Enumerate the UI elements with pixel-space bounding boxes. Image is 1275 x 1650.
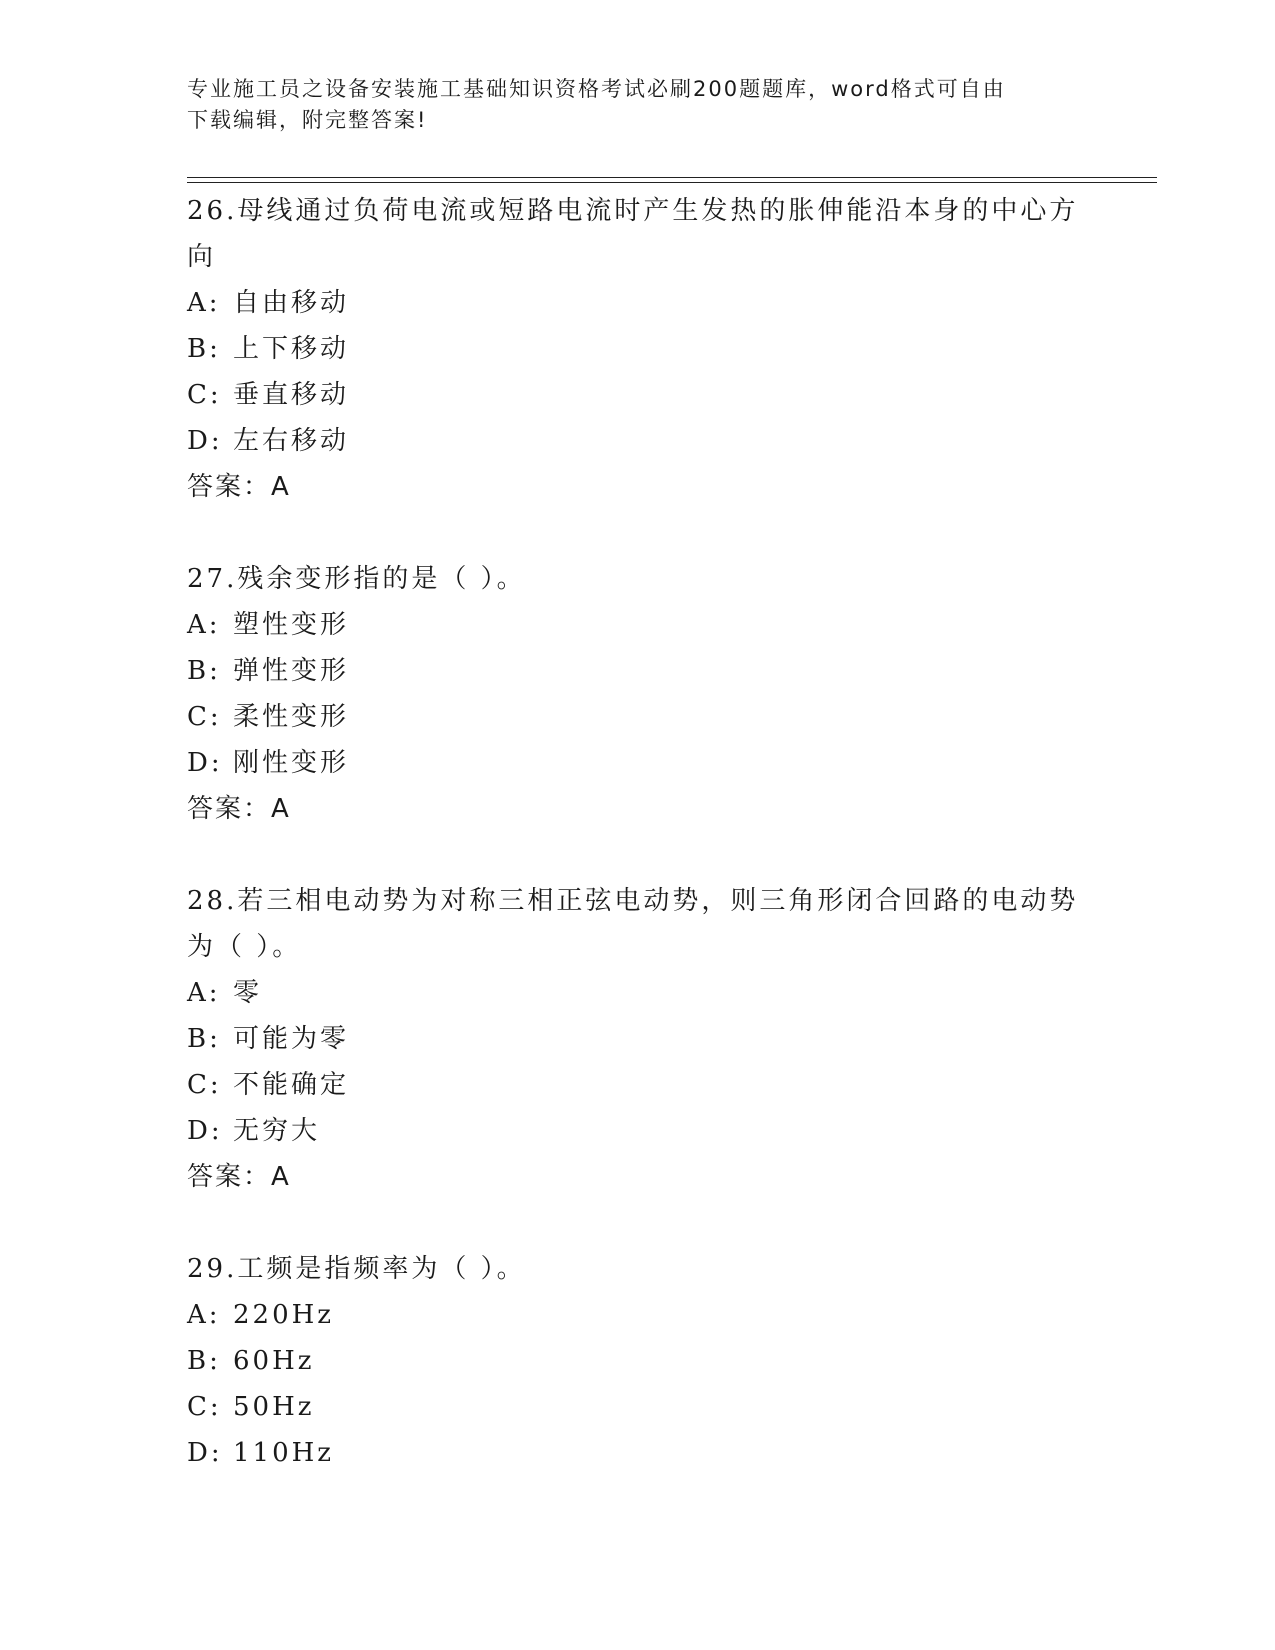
option-letter: B: [187, 656, 221, 686]
option-letter: B: [187, 1346, 221, 1376]
question-28 [187, 878, 1087, 1200]
question-26 [187, 188, 1087, 510]
option-text: 无穷大 [233, 1116, 321, 1146]
header-divider-bottom [187, 182, 1157, 183]
question-27 [187, 556, 1087, 832]
option-b [187, 1016, 1087, 1062]
question-stem-line: 27.残余变形指的是（ ）。 [187, 564, 526, 594]
option-letter: C: [187, 380, 222, 410]
option-c [187, 372, 1087, 418]
option-d [187, 1108, 1087, 1154]
option-letter: B: [187, 334, 221, 364]
option-text: 自由移动 [233, 288, 350, 318]
option-b [187, 648, 1087, 694]
header-divider-top [187, 177, 1157, 178]
option-letter: C: [187, 1392, 222, 1422]
option-text: 左右移动 [233, 426, 350, 456]
header-line-2: 下载编辑，附完整答案! [187, 108, 428, 132]
option-d [187, 1430, 1087, 1476]
question-stem-line: 28.若三相电动势为对称三相正弦电动势，则三角形闭合回路的电动势 [187, 886, 1079, 916]
option-text: 弹性变形 [233, 656, 350, 686]
option-text: 不能确定 [233, 1070, 350, 1100]
option-letter: D: [187, 1438, 223, 1468]
option-a [187, 1292, 1087, 1338]
question-stem-line: 为（ ）。 [187, 932, 302, 962]
option-c [187, 694, 1087, 740]
option-text: 刚性变形 [233, 748, 350, 778]
option-text: 50Hz [233, 1392, 315, 1422]
answer-line: 答案：A [187, 1162, 291, 1192]
option-text: 60Hz [233, 1346, 315, 1376]
option-letter: B: [187, 1024, 221, 1054]
option-letter: D: [187, 426, 223, 456]
option-letter: A: [187, 288, 221, 318]
option-d [187, 418, 1087, 464]
option-a [187, 602, 1087, 648]
option-c [187, 1062, 1087, 1108]
option-b [187, 326, 1087, 372]
option-text: 塑性变形 [233, 610, 350, 640]
option-letter: D: [187, 748, 223, 778]
answer-line: 答案：A [187, 794, 291, 824]
option-b [187, 1338, 1087, 1384]
answer-line: 答案：A [187, 472, 291, 502]
question-stem-line: 向 [187, 242, 217, 272]
option-c [187, 1384, 1087, 1430]
option-letter: C: [187, 702, 222, 732]
question-list [187, 188, 1087, 1522]
option-text: 零 [233, 978, 263, 1008]
question-29 [187, 1246, 1087, 1476]
option-text: 110Hz [233, 1438, 334, 1468]
option-a [187, 970, 1087, 1016]
option-text: 可能为零 [233, 1024, 350, 1054]
option-text: 220Hz [233, 1300, 334, 1330]
question-stem-line: 26.母线通过负荷电流或短路电流时产生发热的胀伸能沿本身的中心方 [187, 196, 1079, 226]
option-letter: D: [187, 1116, 223, 1146]
option-letter: A: [187, 978, 221, 1008]
option-text: 柔性变形 [233, 702, 350, 732]
option-letter: A: [187, 610, 221, 640]
option-a [187, 280, 1087, 326]
header-line-1: 专业施工员之设备安装施工基础知识资格考试必刷200题题库，word格式可自由 [187, 77, 1006, 101]
option-d [187, 740, 1087, 786]
option-letter: C: [187, 1070, 222, 1100]
option-text: 上下移动 [233, 334, 350, 364]
option-letter: A: [187, 1300, 221, 1330]
document-header [187, 74, 1087, 136]
question-stem-line: 29.工频是指频率为（ ）。 [187, 1254, 526, 1284]
option-text: 垂直移动 [233, 380, 350, 410]
